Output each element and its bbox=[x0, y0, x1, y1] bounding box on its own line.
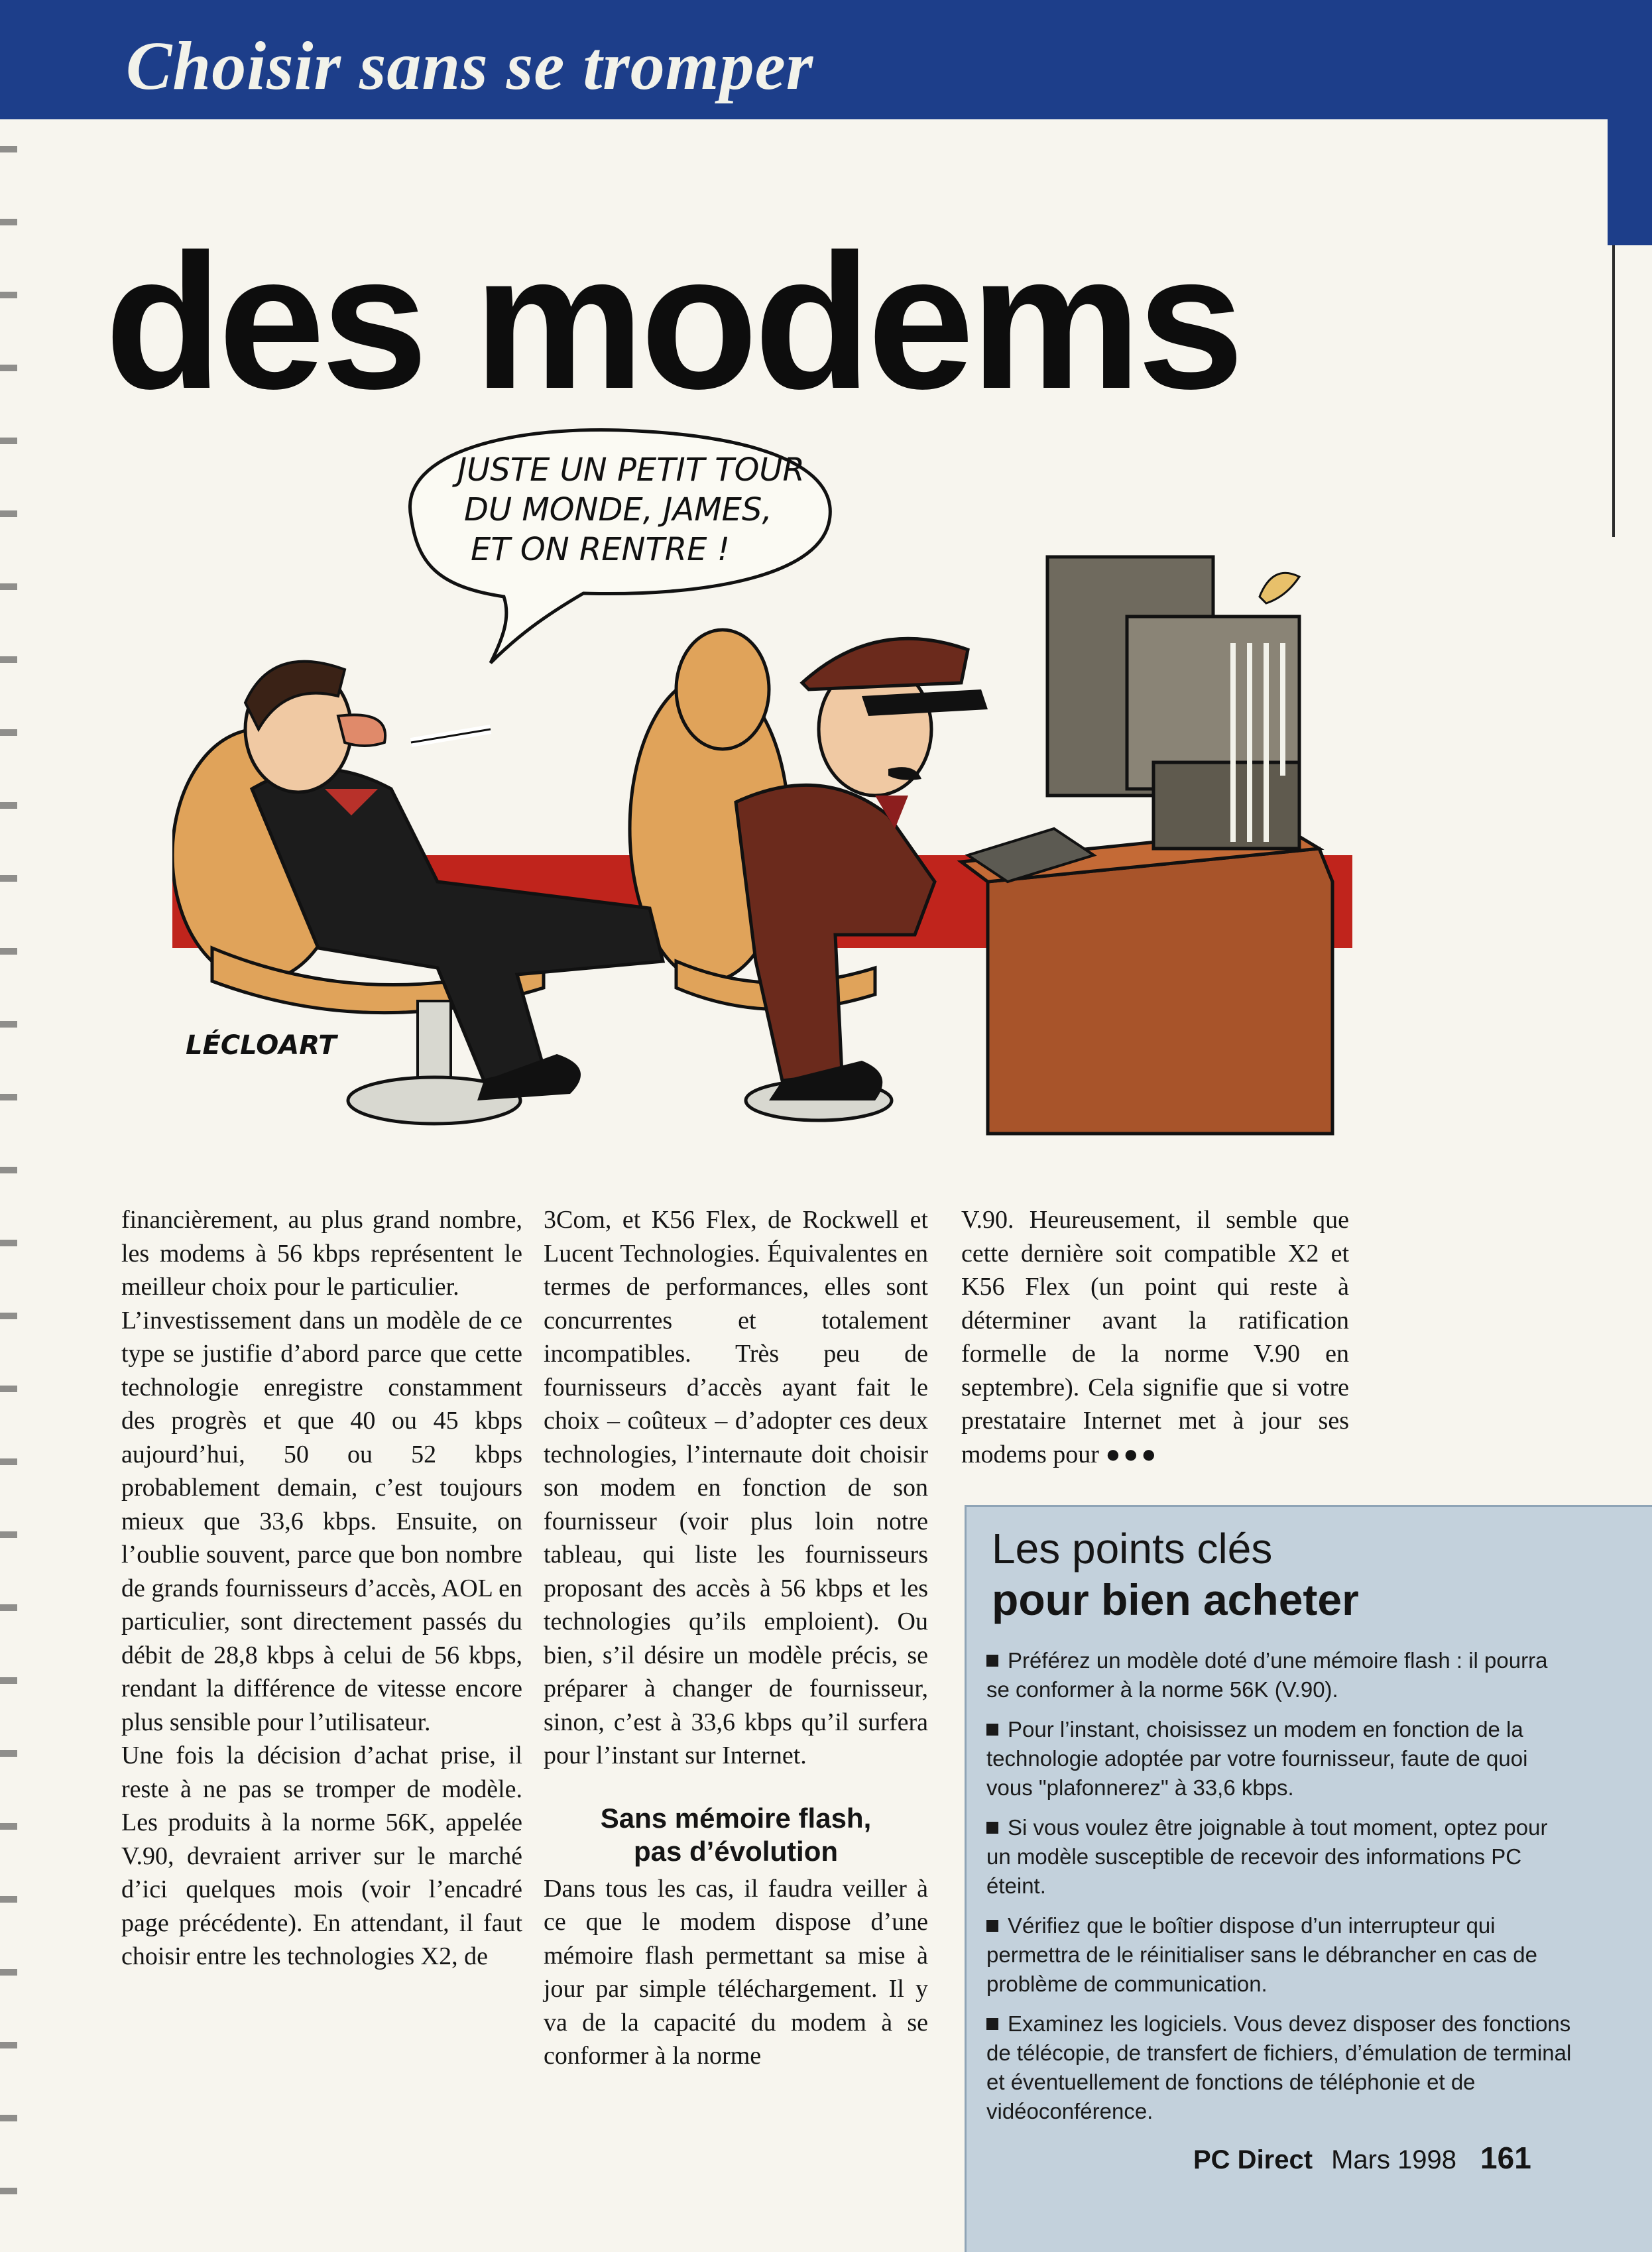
col2-paragraph-1: 3Com, et K56 Flex, de Rockwell et Lucent Technologies. Équivalentes en termes de performances, elles sont concurrentes et totalement incompatibles. Très peu de fournisseurs d’accès ayant fait le choix – coûteux – d’adopter ces deux technologies, l’internaute doit choisir son modem en fonction de son fournisseur (voir plus loin notre tableau, qui liste les fournisseurs proposant des accès à 56 kbps et les technologies qu’ils emploient). Ou bien, s’il désire un modèle précis, se préparer à changer de fournisseur, sinon, c’est à 33,6 kbps qu’il surfera pour l’instant sur Internet. bbox=[544, 1206, 928, 1769]
computer bbox=[1047, 557, 1299, 849]
bullet-square-icon bbox=[986, 1655, 998, 1667]
col1-paragraph-1: financièrement, au plus grand nombre, les modems à 56 kbps représentent le meilleur choix pour le particulier. bbox=[121, 1206, 522, 1301]
keypoint-item bbox=[986, 2009, 1576, 2126]
keypoint-text: Préférez un modèle doté d’une mémoire flash : il pourra se conformer à la norme 56K (V.90). bbox=[986, 1648, 1548, 1702]
keypoint-text: Examinez les logiciels. Vous devez disposer des fonctions de télécopie, de transfert de fichiers, d’émulation de terminal et éventuellement de fonctions de téléphonie et de vidéoconférence. bbox=[986, 2011, 1572, 2123]
speech-bubble bbox=[410, 430, 830, 663]
banner-tab bbox=[1608, 119, 1652, 245]
magazine-name: PC Direct bbox=[1193, 2145, 1313, 2174]
binding-edge bbox=[0, 0, 17, 2250]
bullet-square-icon bbox=[986, 2018, 998, 2030]
keypoint-text: Pour l’instant, choisissez un modem en fonction de la technologie adoptée par votre fournisseur, faute de quoi vous "plafonnerez" à 33,6 kbps. bbox=[986, 1717, 1528, 1800]
section-banner bbox=[0, 0, 1652, 119]
page-number: 161 bbox=[1480, 2141, 1531, 2175]
bullet-square-icon bbox=[986, 1920, 998, 1932]
col2-paragraph-2: Dans tous les cas, il faudra veiller à ce que le modem dispose d’une mémoire flash permettant sa mise à jour par simple téléchargement. Il y va de la capacité du modem à se conformer à la norme bbox=[544, 1874, 928, 2070]
col2-subheading-line-2: pas d’évolution bbox=[633, 1835, 839, 1867]
col1-paragraph-2: L’investissement dans un modèle de ce type se justifie d’abord parce que cette technologie enregistre constamment des progrès et que 40 ou 45 kbps aujourd’hui, 50 ou 52 kbps probablement demain, c’est toujours mieux que 33,6 kbps. Ensuite, on l’oublie souvent, parce que bon nombre de grands fournisseurs d’accès, AOL en particulier, sont directement passés du débit de 28,8 kbps à celui de 56 kbps, rendant la différence de vitesse encore plus sensible pour l’utilisateur. bbox=[121, 1306, 522, 1736]
section-kicker: Choisir sans se tromper bbox=[126, 28, 814, 104]
keypoint-item bbox=[986, 1911, 1576, 1999]
cartoonist-signature: LÉCLOART bbox=[186, 1030, 337, 1061]
page-footer bbox=[1193, 2140, 1531, 2176]
issue-date: Mars 1998 bbox=[1331, 2145, 1457, 2174]
keypoints-title-bold: pour bien acheter bbox=[992, 1575, 1359, 1624]
keypoints-title-light: Les points clés bbox=[992, 1525, 1273, 1572]
bullet-square-icon bbox=[986, 1724, 998, 1736]
keypoint-text: Vérifiez que le boîtier dispose d’un interrupteur qui permettra de le réinitialiser sans le débrancher en cas de problème de communication. bbox=[986, 1913, 1537, 1996]
article-column-2 bbox=[544, 1203, 928, 2073]
page-rule bbox=[1612, 245, 1615, 537]
article-column-3 bbox=[961, 1203, 1349, 1471]
bullet-square-icon bbox=[986, 1822, 998, 1834]
speech-line-3: ET ON RENTRE ! bbox=[471, 531, 730, 568]
col2-subheading-line-1: Sans mémoire flash, bbox=[600, 1802, 872, 1834]
continue-marker: ●●● bbox=[1105, 1440, 1159, 1468]
keypoint-item bbox=[986, 1646, 1576, 1704]
keypoint-text: Si vous voulez être joignable à tout moment, optez pour un modèle susceptible de recevoir des informations PC éteint. bbox=[986, 1815, 1548, 1898]
article-column-1 bbox=[121, 1203, 522, 1974]
col3-text: V.90. Heureusement, il semble que cette dernière soit compatible X2 et K56 Flex (un point qui reste à déterminer avant la ratification formelle de la norme V.90 en septembre). Cela signifie que si votre prestataire Internet met à jour ses modems pour bbox=[961, 1206, 1349, 1468]
speech-line-1: JUSTE UN PETIT TOUR bbox=[457, 451, 805, 489]
keypoint-item bbox=[986, 1813, 1576, 1901]
keypoint-item bbox=[986, 1715, 1576, 1803]
col2-subheading bbox=[544, 1802, 928, 1868]
col1-paragraph-3: Une fois la décision d’achat prise, il reste à ne pas se tromper de modèle. Les produits à la norme 56K, appelée V.90, devraient arriver sur le marché d’ici quelques mois (voir l’encadré page précédente). En attendant, il faut choisir entre les technologies X2, de bbox=[121, 1742, 522, 1970]
cartoon-illustration bbox=[172, 418, 1352, 1154]
headline: des modems bbox=[105, 214, 1240, 429]
keypoints-list bbox=[986, 1646, 1576, 2137]
speech-line-2: DU MONDE, JAMES, bbox=[464, 491, 772, 528]
col3-paragraph-1 bbox=[961, 1203, 1349, 1471]
